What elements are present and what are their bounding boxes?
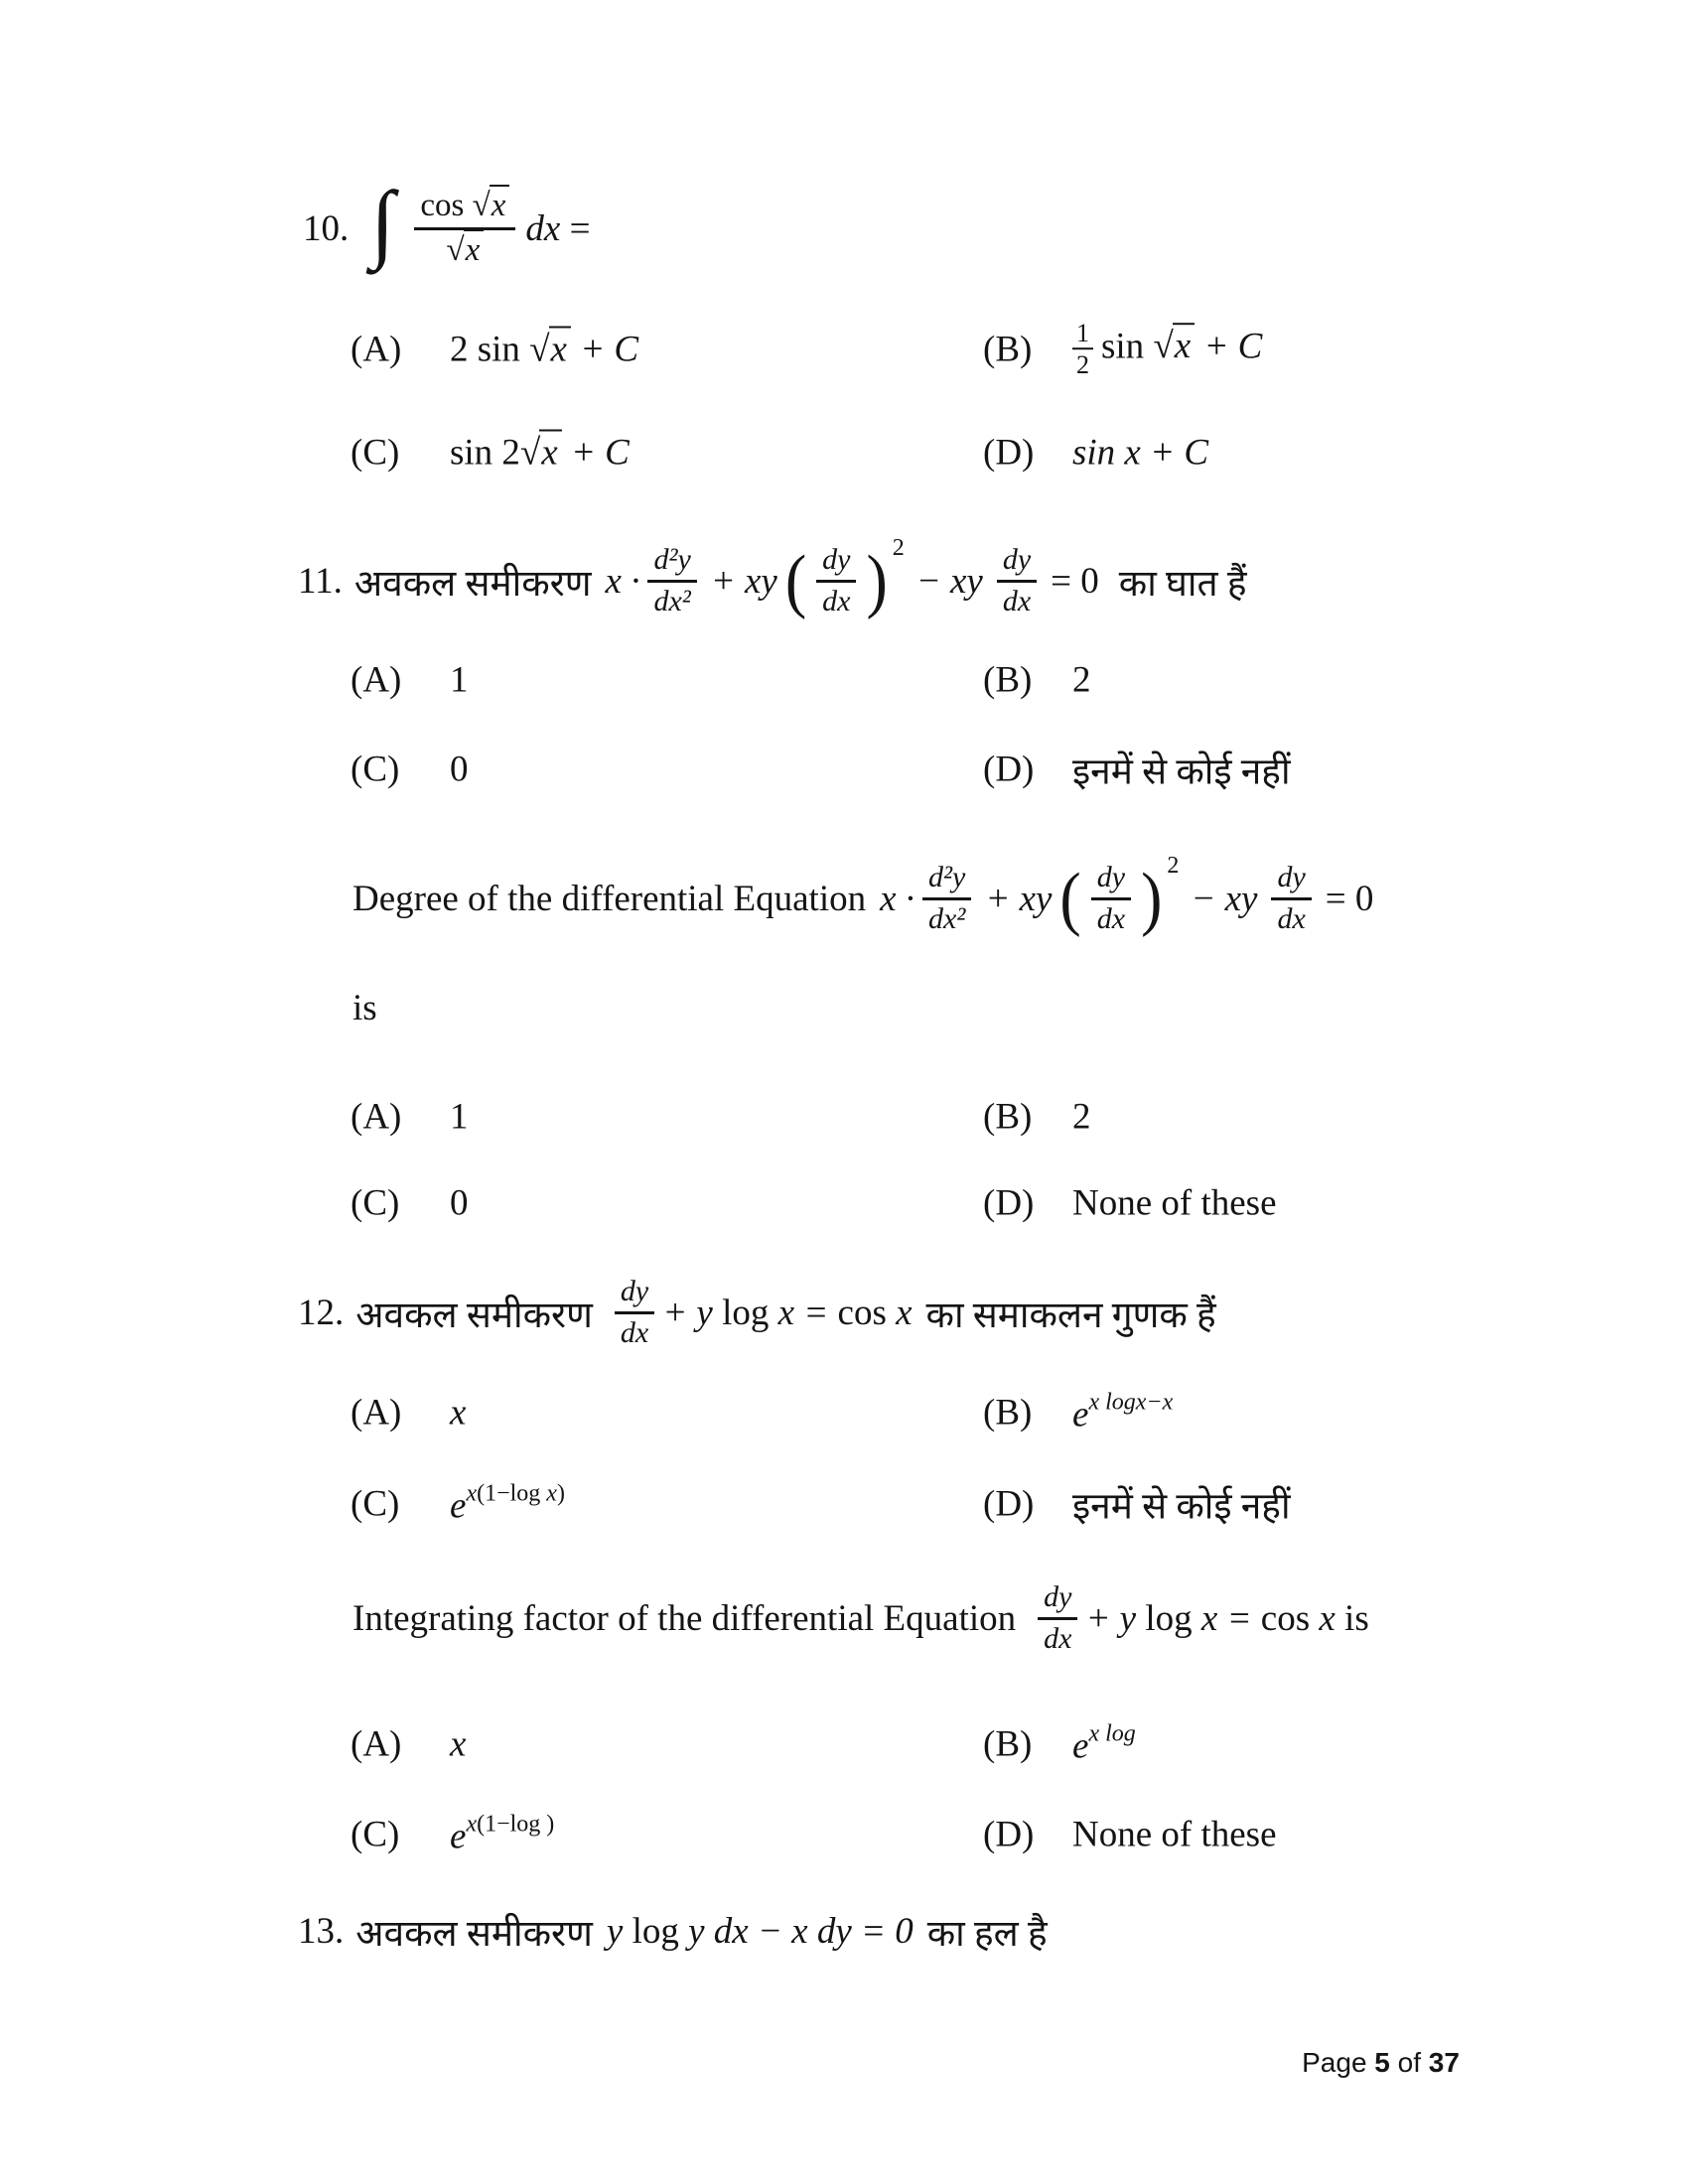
question-12-number: 12. <box>298 1292 345 1333</box>
sqrt-expression <box>529 330 571 370</box>
cos-function: cos <box>837 1292 887 1333</box>
is-word: is <box>1335 1597 1369 1639</box>
cos-function: cos <box>1260 1597 1311 1639</box>
differential-dx: dx <box>525 207 561 249</box>
dy-dx-fraction: $\frac{dy}{dx}$ <box>997 543 1037 618</box>
radical-icon: √ <box>1153 326 1174 367</box>
radicand: x <box>539 430 561 474</box>
radical-icon: √ <box>446 231 465 268</box>
option-b-label: (B) <box>983 1723 1033 1765</box>
sqrt-expression <box>473 188 510 223</box>
question-12-options-row-1 <box>0 1373 1688 1452</box>
option-d-label: (D) <box>983 749 1035 790</box>
option-d-label: (D) <box>983 1182 1035 1224</box>
exponent: x logx−x <box>1088 1389 1174 1416</box>
second-derivative-fraction: $\frac{\text{d²y}}{\text{dx²}}$ <box>647 543 696 618</box>
english-prefix: Integrating factor of the differential Equation <box>352 1597 1017 1639</box>
option-d-value: None of these <box>1072 1182 1277 1224</box>
option-b-value: $e^{x log}$ <box>1072 1720 1136 1767</box>
question-11-options-row-1 <box>0 640 1688 720</box>
option-d-label: (D) <box>983 432 1035 474</box>
question-11-english-options-row-2 <box>0 1163 1688 1243</box>
exponent-two: 2 <box>892 535 905 561</box>
left-paren: ( <box>1059 858 1081 938</box>
english-prefix: Degree of the differential Equation <box>352 878 867 919</box>
exponent-two: 2 <box>1167 853 1180 879</box>
option-b-label: (B) <box>983 1096 1033 1138</box>
question-12-stem: 12. अवकल समीकरण $\frac{dy}{dx}$ + y log x = cos x का समाकलन गुणक हैं <box>298 1275 1216 1349</box>
option-a-value: 2 sin √x + C <box>450 329 638 371</box>
option-a-value: 1 <box>450 659 469 701</box>
current-page-number: 5 <box>1374 2047 1390 2078</box>
question-13-number: 13. <box>298 1910 345 1952</box>
hindi-suffix: का समाकलन गुणक हैं <box>925 1295 1216 1336</box>
cos-function: cos <box>420 187 473 223</box>
radical-icon: √ <box>472 187 491 223</box>
minus-xy-term: − xy <box>915 560 983 602</box>
question-11-options-row-2 <box>0 730 1688 809</box>
radicand: x <box>464 229 485 268</box>
hindi-prefix: अवकल समीकरण <box>355 1913 593 1955</box>
page-footer <box>1271 2015 1460 2111</box>
option-a-value: x <box>450 1392 467 1433</box>
dy-dx-fraction: $\frac{dy}{dx}$ <box>1091 861 1131 936</box>
question-12-options-row-2 <box>0 1464 1688 1544</box>
dy-dx-fraction: $\frac{dy}{dx}$ <box>816 543 856 618</box>
option-c-label: (C) <box>351 432 400 474</box>
question-11-stem <box>298 531 1246 630</box>
option-a-label: (A) <box>351 1723 402 1765</box>
question-10-options-row-2 <box>0 413 1688 492</box>
option-a-label: (A) <box>351 1392 402 1433</box>
right-paren: ) <box>1141 858 1163 938</box>
integral-icon: ∫ <box>370 175 395 271</box>
hindi-prefix: अवकल समीकरण <box>355 1295 593 1336</box>
option-b-value: 2 <box>1072 1096 1091 1138</box>
option-a-label: (A) <box>351 1096 402 1138</box>
radical-icon: √ <box>529 329 550 370</box>
x-dot-term: x · <box>880 878 915 919</box>
option-c-label: (C) <box>351 1814 400 1855</box>
option-c-value: sin 2√x + C <box>450 432 630 475</box>
equals-sign: = <box>560 207 591 249</box>
question-11-english-stem <box>352 849 1379 948</box>
exponent: x(1−log x) <box>466 1480 565 1507</box>
question-10-stem <box>303 174 590 283</box>
dy-dx-fraction: $\frac{dy}{dx}$ <box>615 1275 654 1350</box>
one-half-fraction: $\frac{1}{2}$ <box>1072 320 1093 379</box>
option-c-value: $e^{x(1-log )}$ <box>450 1811 555 1857</box>
radical-icon: √ <box>519 432 541 474</box>
option-c-label: (C) <box>351 1182 400 1224</box>
dy-dx-fraction: $\frac{dy}{dx}$ <box>1038 1580 1077 1656</box>
sqrt-expression <box>520 433 562 474</box>
dy-dx-fraction: $\frac{dy}{dx}$ <box>1271 861 1311 936</box>
page-word: Page <box>1302 2047 1375 2078</box>
option-c-label: (C) <box>351 1483 400 1525</box>
exponent: x(1−log ) <box>466 1811 555 1838</box>
q10-fraction <box>414 188 515 270</box>
hindi-prefix: अवकल समीकरण <box>353 563 592 605</box>
question-12-english-stem: Integrating factor of the differential Equation $\frac{dy}{dx}$ + y log x = cos x is <box>352 1580 1369 1655</box>
option-d-value: इनमें से कोई नहीं <box>1072 1486 1291 1528</box>
exponent: x log <box>1088 1720 1136 1747</box>
question-11-english-options-row-1 <box>0 1077 1688 1157</box>
option-d-value: None of these <box>1072 1814 1277 1855</box>
option-b-label: (B) <box>983 329 1033 370</box>
right-paren: ) <box>866 540 888 620</box>
sqrt-expression <box>446 232 484 268</box>
question-12-english-options-row-2 <box>0 1795 1688 1874</box>
option-b-value: $e^{x logx-x}$ <box>1072 1389 1174 1435</box>
log-function: log <box>722 1292 770 1333</box>
question-10-number: 10. <box>303 207 350 249</box>
minus-xy-term: − xy <box>1191 878 1258 919</box>
plus-xy-term: + xy <box>710 560 777 602</box>
log-function: log <box>1145 1597 1193 1639</box>
question-13-stem: 13. अवकल समीकरण y log y dx − x dy = 0 का हल है <box>298 1901 1048 1961</box>
radicand: x <box>549 327 571 370</box>
option-c-value: 0 <box>450 1182 469 1224</box>
option-b-value: 2 <box>1072 659 1091 701</box>
total-pages: 37 <box>1428 2047 1460 2078</box>
option-d-value: sin x + C <box>1072 432 1208 474</box>
option-a-value: x <box>450 1723 467 1765</box>
hindi-suffix: का हल है <box>926 1913 1048 1955</box>
option-a-value: 1 <box>450 1096 469 1138</box>
option-b-label: (B) <box>983 659 1033 701</box>
option-b-value: $\frac{1}{2}$ sin √x + C <box>1072 320 1262 379</box>
question-11-english-is: is <box>352 987 377 1028</box>
option-b-label: (B) <box>983 1392 1033 1433</box>
option-d-value: इनमें से कोई नहीं <box>1072 751 1291 793</box>
of-word: of <box>1389 2047 1429 2078</box>
option-d-label: (D) <box>983 1814 1035 1855</box>
x-dot-term: x · <box>605 560 640 602</box>
option-c-label: (C) <box>351 749 400 790</box>
equals-zero: = 0 <box>1051 560 1099 602</box>
plus-xy-term: + xy <box>985 878 1053 919</box>
question-10-options-row-1 <box>0 300 1688 399</box>
radicand: x <box>490 185 510 223</box>
left-paren: ( <box>784 540 807 620</box>
equals-zero: = 0 <box>1325 878 1374 919</box>
option-a-label: (A) <box>351 329 402 370</box>
question-11-number: 11. <box>298 560 343 602</box>
option-a-label: (A) <box>351 659 402 701</box>
log-function: log <box>632 1910 679 1952</box>
hindi-suffix: का घात हैं <box>1118 563 1247 605</box>
radicand: x <box>1173 323 1195 366</box>
option-d-label: (D) <box>983 1483 1035 1525</box>
question-12-english-options-row-1 <box>0 1705 1688 1784</box>
option-c-value: $e^{x(1-log x)}$ <box>450 1480 565 1527</box>
sqrt-expression <box>1153 326 1195 366</box>
second-derivative-fraction: $\frac{\text{d²y}}{\text{dx²}}$ <box>922 861 971 936</box>
option-c-value: 0 <box>450 749 469 790</box>
